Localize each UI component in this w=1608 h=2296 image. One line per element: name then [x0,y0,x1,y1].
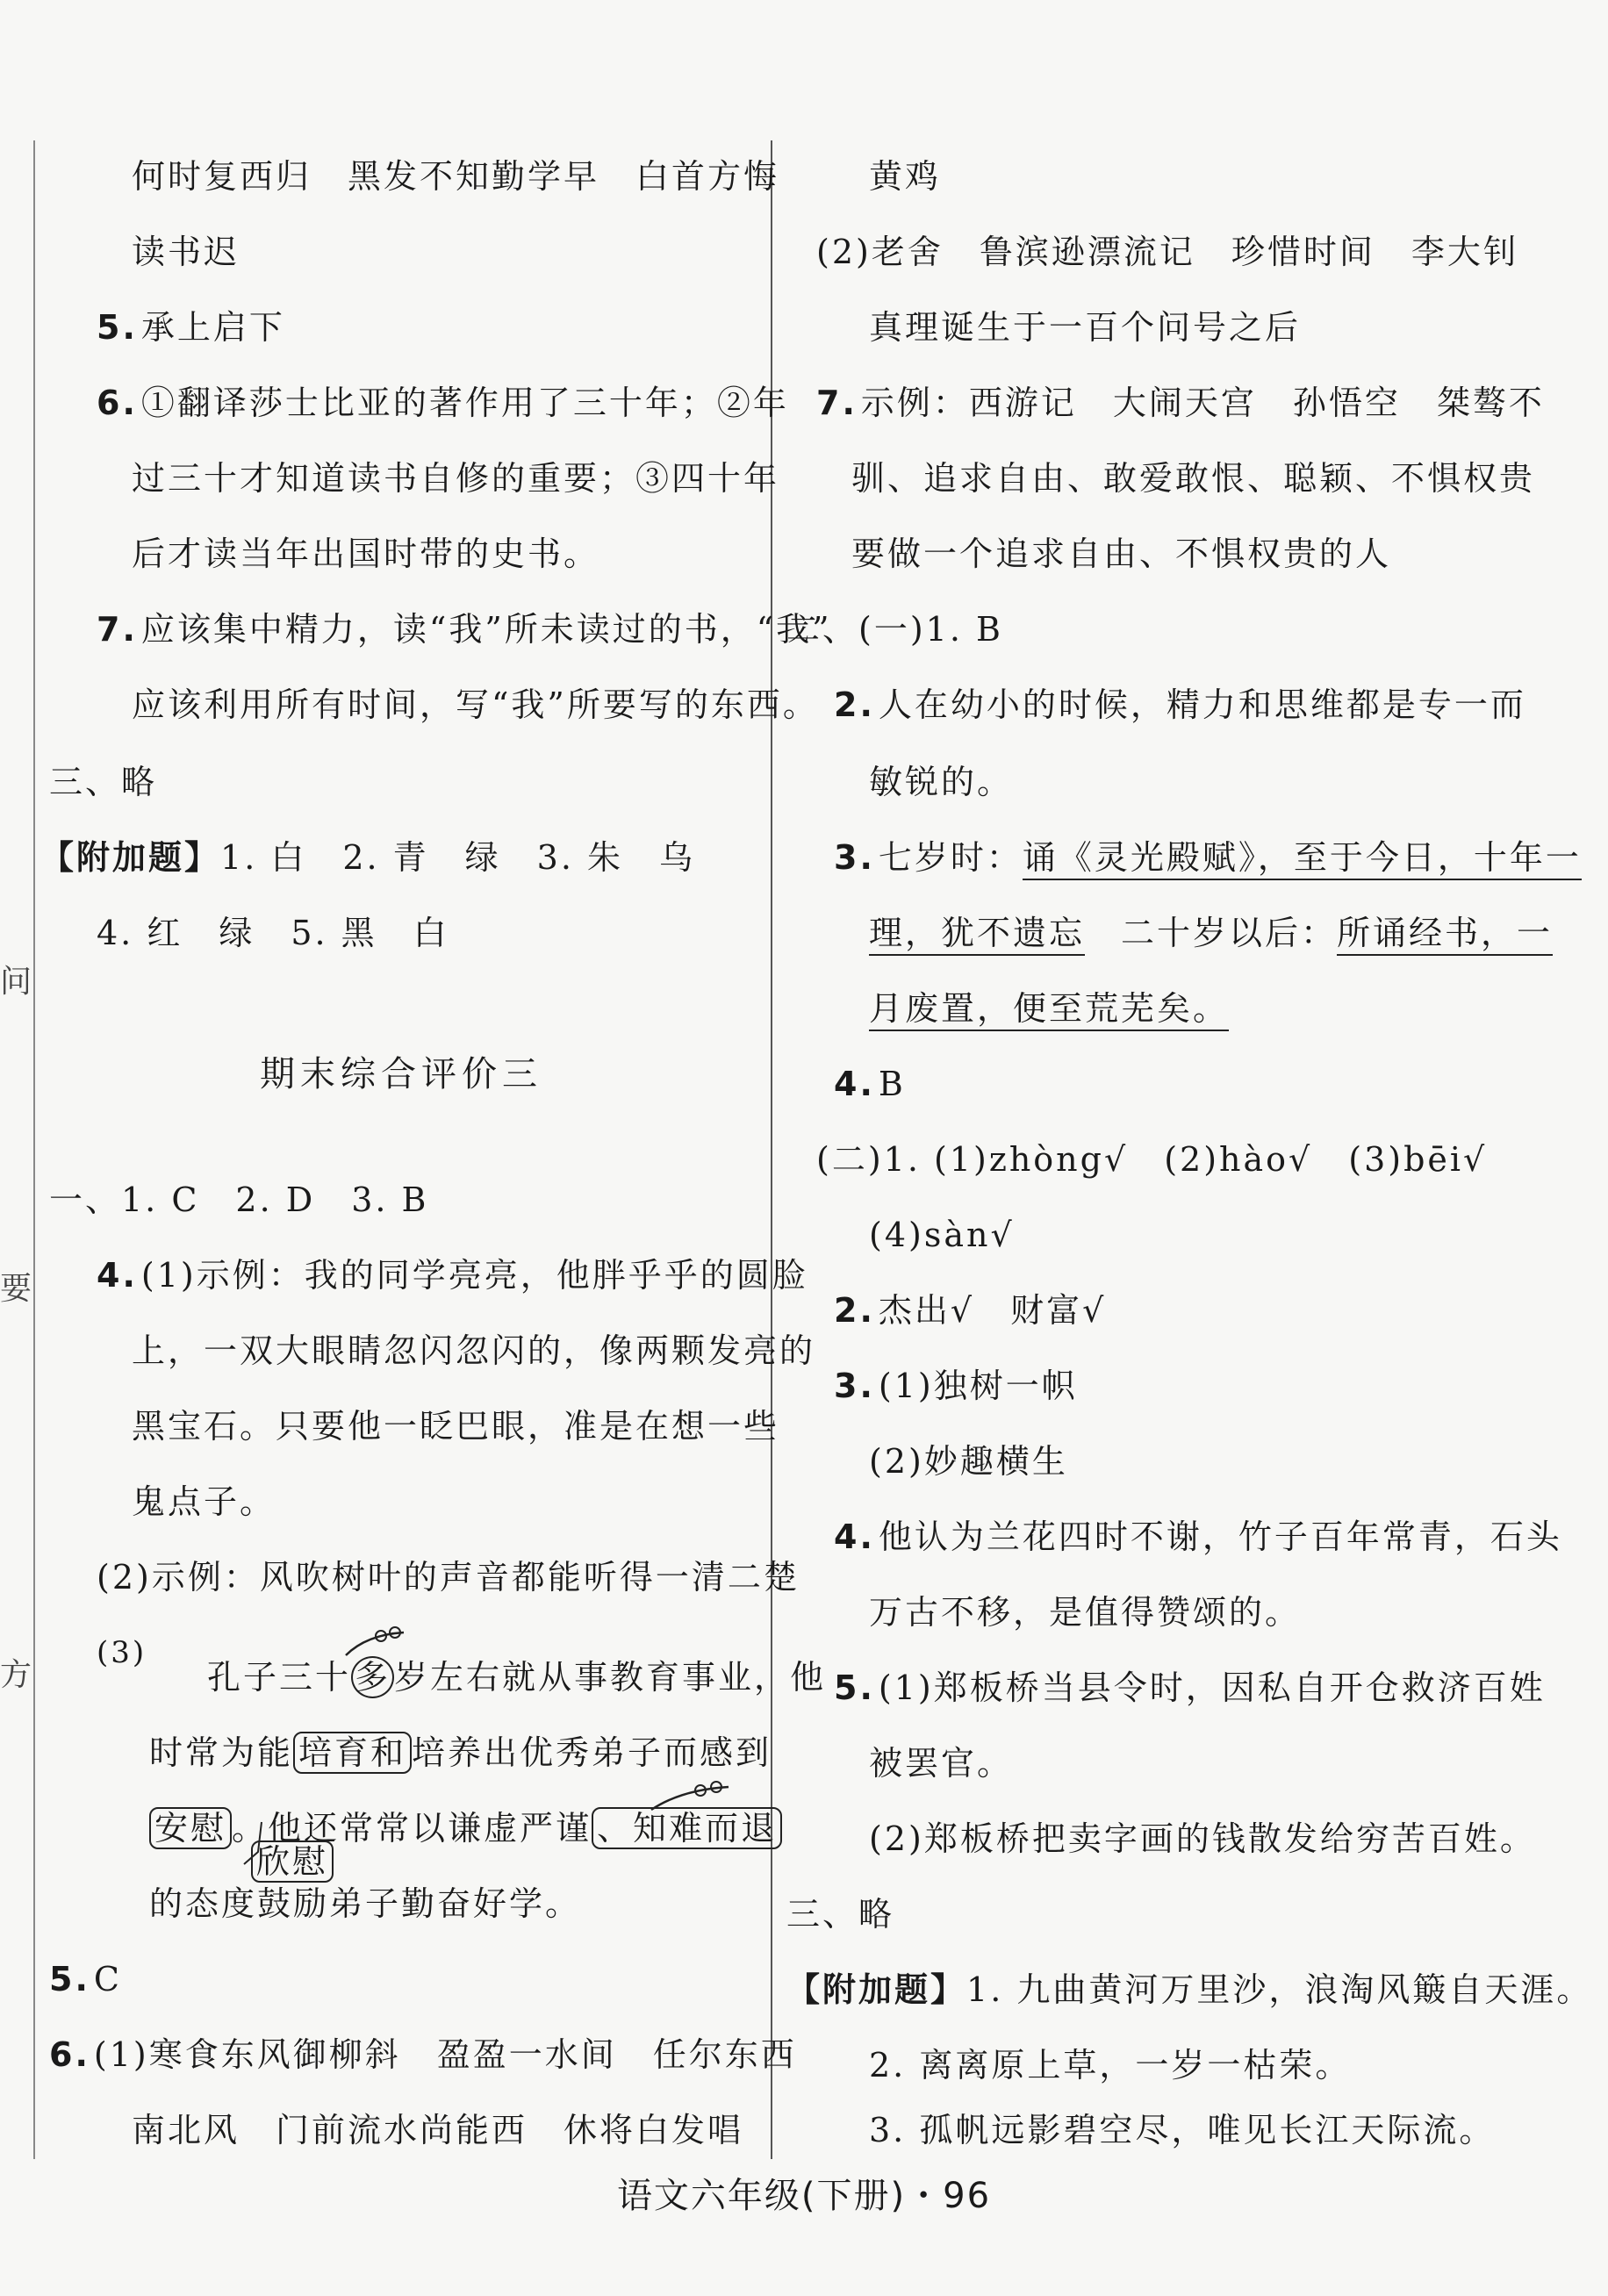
underlined-quote: 诵《灵光殿赋》，至于今日，十年一 [1023,838,1582,880]
answer-line: 2. 离离原上草，一岁一枯荣。 [869,2046,1352,2084]
answer-line: (2)老舍 鲁滨逊漂流记 珍惜时间 李大钊 [816,233,1519,271]
answer-line: 真理诞生于一百个问号之后 [869,308,1302,347]
answer-line: 上，一双大眼睛忽闪忽闪的，像两颗发亮的 [132,1331,816,1370]
item-number: 7. [816,384,858,422]
section-line: 三、略 [49,763,158,801]
answer-item [49,1957,122,2001]
item-number: 2. [834,1291,875,1330]
section-heading: 期末综合评价三 [260,1054,542,1094]
edge-character: 问 [0,964,32,1000]
item-number: 6. [97,384,138,422]
deleted-phrase: 培育和 [293,1732,412,1774]
answer-line: 南北风 门前流水尚能西 休将白发唱 [132,2111,744,2149]
answer-item [834,836,1582,879]
answer-line: 敏锐的。 [869,763,1014,801]
answer-text: 杰出√ 财富√ [878,1291,1107,1330]
answer-text: 二十岁以后： [1085,914,1338,952]
underlined-quote: 理，犹不遗忘 [869,914,1085,956]
answer-item [834,1364,1078,1408]
answer-item [834,1288,1106,1332]
answer-text: 他认为兰花四时不谢，竹子百年常青，石头 [878,1518,1562,1556]
answer-item [97,305,285,349]
answer-text: 人在幼小的时候，精力和思维都是专一而 [878,685,1526,724]
insert-word: 欣慰 [251,1840,334,1883]
answer-text: 培养出优秀弟子而感到 [412,1733,772,1772]
replaced-word: 安慰 [149,1807,232,1849]
answer-text: 七岁时： [878,838,1023,877]
answer-line: 的态度鼓励弟子勤奋好学。 [149,1884,582,1923]
answer-item [97,1253,808,1297]
deletion-mark-icon [341,1625,411,1661]
answer-text: 示例：西游记 大闹天宫 孙悟空 桀骜不 [860,384,1545,422]
answer-line: 驯、追求自由、敢爱敢恨、聪颖、不惧权贵 [851,459,1536,498]
item-number: 2. [834,685,875,724]
answer-line: 3. 孤帆远影碧空尽，唯见长江天际流。 [869,2111,1496,2149]
underlined-quote: 月废置，便至荒芜矣。 [869,989,1229,1031]
answer-line: 黑宝石。只要他一眨巴眼，准是在想一些 [132,1407,780,1446]
item-number: 4. [97,1256,138,1295]
answer-text: C [93,1960,122,1998]
correction-line [251,1840,334,1883]
answer-item [834,1062,906,1106]
answer-line: 鬼点子。 [132,1482,276,1521]
answer-line: 何时复西归 黑发不知勤学早 白首方悔 [132,157,780,196]
answer-text: 应该集中精力，读“我”所未读过的书，“我” [140,610,832,649]
section-line: (二)1. (1)zhòng√ (2)hào√ (3)bēi√ [816,1140,1488,1179]
answer-line: 黄鸡 [869,157,942,196]
correction-line [207,1655,826,1699]
page-footer: 语文六年级(下册)・96 [616,2176,992,2216]
answer-item [97,381,789,425]
answer-text: 。他还常常以谦虚严谨 [232,1809,592,1848]
deletion-mark-icon [646,1780,734,1815]
answer-line: (2)郑板桥把卖字画的钱散发给穷苦百姓。 [869,1819,1536,1858]
item-number: 4. [834,1518,875,1556]
answer-line: 后才读当年出国时带的史书。 [132,535,600,573]
answer-text: (1)独树一帜 [878,1367,1078,1405]
answer-line: 被罢官。 [869,1744,1014,1783]
answer-item [834,683,1526,727]
item-number: 3. [834,1367,875,1405]
answer-item [834,1515,1562,1559]
answer-text: 1. 九曲黄河万里沙，浪淘风簸自天涯。 [966,1970,1593,2009]
underlined-quote: 所诵经书，一 [1337,914,1553,956]
edge-character: 要 [0,1271,32,1307]
answer-text: 1. 白 2. 青 绿 3. 朱 乌 [220,838,696,877]
answer-line: 要做一个追求自由、不惧权贵的人 [851,535,1392,573]
answer-item [49,2033,797,2077]
answer-text: 时常为能 [149,1733,294,1772]
edge-character: 方 [0,1657,32,1693]
item-number: 5. [49,1960,90,1998]
item-number: 3. [834,838,875,877]
answer-line [869,987,1229,1030]
item-number: 7. [97,610,138,649]
column-divider [771,140,772,2159]
section-line: 二、(一)1. B [786,610,1003,649]
item-number: 5. [834,1668,875,1707]
answer-text: ①翻译莎士比亚的著作用了三十年；②年 [140,384,789,422]
answer-item [834,1666,1546,1710]
answer-text: (1)寒食东风御柳斜 盈盈一水间 任尔东西 [93,2035,797,2074]
answer-text: (1)示例：我的同学亮亮，他胖乎乎的圆脸 [140,1256,808,1295]
answer-line: (4)sàn√ [869,1216,1015,1254]
correction-line [149,1731,772,1775]
section-line: 三、略 [786,1895,895,1934]
answer-item [816,381,1545,425]
deleted-char: 多 [351,1656,394,1698]
bonus-tag: 【附加题】 [40,838,221,877]
answer-line: 4. 红 绿 5. 黑 白 [97,914,449,952]
answer-line: (2)示例：风吹树叶的声音都能听得一清二楚 [97,1558,800,1596]
item-number: 6. [49,2035,90,2074]
answer-line [869,911,1553,955]
bonus-line [786,1968,1592,2012]
section-line: 一、1. C 2. D 3. B [49,1180,429,1219]
answer-label: (3) [97,1635,147,1670]
answer-text: 孔子三十 [207,1658,352,1697]
answer-line: 过三十才知道读书自修的重要；③四十年 [132,459,780,498]
changed-phrase: 、知难而退 [592,1807,782,1849]
item-number: 4. [834,1065,875,1103]
answer-text: 承上启下 [140,308,285,347]
answer-text: (1)郑板桥当县令时，因私自开仓救济百姓 [878,1668,1546,1707]
bonus-tag: 【附加题】 [786,1970,967,2009]
answer-line: 万古不移，是值得赞颂的。 [869,1593,1302,1632]
answer-item [97,607,832,651]
answer-line: (2)妙趣横生 [869,1442,1068,1481]
item-number: 5. [97,308,138,347]
answer-line: 读书迟 [132,233,240,271]
answer-text: 岁左右就从事教育事业，他 [394,1658,827,1697]
left-margin-rule [33,140,35,2159]
answer-line: 应该利用所有时间，写“我”所要写的东西。 [132,685,819,724]
bonus-line [40,836,695,879]
answer-text: B [878,1065,906,1103]
